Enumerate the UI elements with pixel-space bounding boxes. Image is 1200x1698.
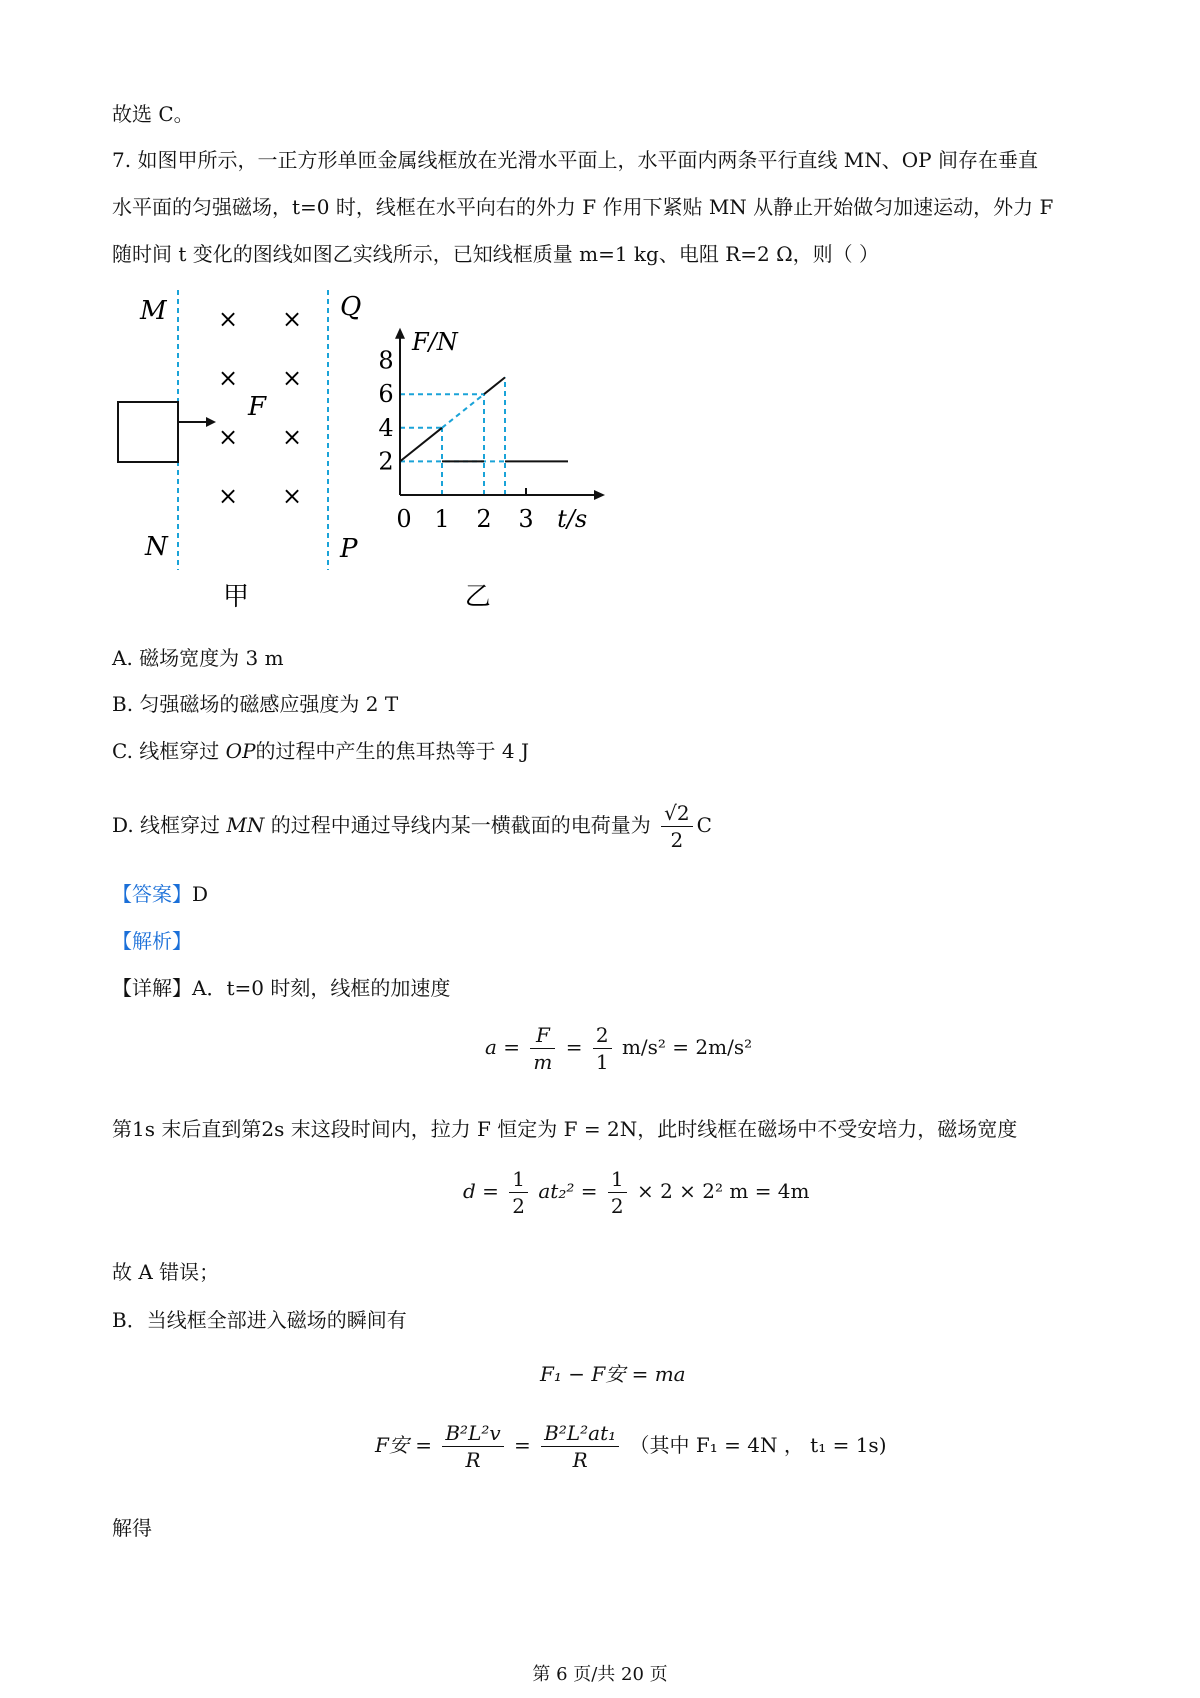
solve-line: 解得 [112,1516,152,1540]
eq-a-lhs: a = [485,1035,521,1059]
eq-d-lhs: d = [463,1179,499,1203]
eq-d-d1: 2 [509,1192,528,1219]
option-d-post: 的过程中通过导线内某一横截面的电荷量为 [264,813,651,837]
question-line-1: 7. 如图甲所示，一正方形单匝金属线框放在光滑水平面上，水平面内两条平行直线 MN、OP 间存在垂直 [112,148,1038,172]
x-tick-label: 2 [476,505,492,533]
option-d-unit: C [696,813,712,837]
option-c-var: OP [225,739,256,763]
y-axis-label: F/N [412,327,458,356]
eq-b2-equals: = [514,1433,531,1457]
eq-d-n1: 1 [512,1167,526,1191]
cross-mark: × [217,423,239,451]
caption-jia: 甲 [222,582,250,612]
eq-b2-note: （其中 F₁ = 4N ， t₁ = 1s) [629,1433,887,1457]
y-tick-label: 4 [378,413,394,442]
guide-line [442,394,484,428]
answer-line [112,880,208,908]
eq-b2-n2: B²L²at₁ [544,1421,617,1445]
label-q: Q [340,292,362,322]
analysis-tag: 【解析】 [112,929,192,953]
y-tick-label: 2 [378,447,394,476]
eq-a-rhs: m/s² = 2m/s² [621,1035,753,1059]
option-d-var: MN [226,813,265,837]
equation-acceleration [485,1022,752,1075]
y-tick-label: 8 [378,346,394,375]
eq-a-frac-1 [530,1022,555,1075]
x-axis-arrow [594,490,605,500]
b-intro-line: B．当线框全部进入磁场的瞬间有 [112,1308,407,1332]
x-tick-label: 3 [518,505,534,533]
eq-a-frac-2 [593,1022,612,1075]
eq-b2-frac-2 [541,1420,619,1473]
chart-guides [400,377,505,495]
force-arrow-head [206,417,216,427]
option-c-pre: C. 线框穿过 [112,739,226,763]
eq-a-n1: F [535,1023,550,1047]
option-d-pre: D. 线框穿过 [112,813,227,837]
eq-d-n2: 1 [610,1167,624,1191]
eq-d-d2: 2 [608,1192,627,1219]
option-b: B. 匀强磁场的磁感应强度为 2 T [112,692,399,716]
eq-a-d1: m [530,1048,555,1075]
series-line [400,428,442,462]
chart-labels [378,328,587,612]
eq-b2-n1: B²L²v [445,1421,501,1445]
eq-d-rhs: × 2 × 2² m = 4m [636,1179,810,1203]
answer-value: D [192,882,209,906]
page-footer: 第 6 页/共 20 页 [532,1664,668,1685]
eq-b2-lhs: F安 = [375,1433,432,1457]
a-wrong-line: 故 A 错误； [112,1260,220,1284]
figure-yi-chart [378,327,670,625]
option-c-post: 的过程中产生的焦耳热等于 4 J [255,739,529,763]
eq-d-mid: at₂² = [538,1179,598,1203]
y-axis-arrow [395,328,405,339]
series-line [484,377,505,394]
label-n: N [145,532,168,562]
eq-d-frac-2 [608,1166,627,1219]
label-f: F [248,392,267,422]
cross-mark: × [281,305,303,333]
eq-a-n2: 2 [595,1023,609,1047]
cross-mark: × [281,364,303,392]
x-tick-label: 1 [434,505,450,533]
label-m: M [140,296,167,326]
question-line-3: 随时间 t 变化的图线如图乙实线所示，已知线框质量 m=1 kg、电阻 R=2 Ω，则（ ） [112,242,880,266]
cross-mark: × [281,423,303,451]
equation-width [463,1166,810,1219]
eq-b2-d1: R [442,1446,503,1473]
answer-tag: 【答案】 [112,882,192,906]
wire-frame [118,402,178,462]
cross-mark: × [281,482,303,510]
x-tick-label: 0 [396,505,412,533]
question-line-2: 水平面的匀强磁场，t=0 时，线框在水平向右的外力 F 作用下紧贴 MN 从静止开始做匀加速运动，外力 F [112,195,1054,219]
eq-b2-d2: R [541,1446,619,1473]
option-a: A. 磁场宽度为 3 m [112,646,284,670]
detail-paragraph-2: 第1s 末后直到第2s 末这段时间内，拉力 F 恒定为 F = 2N，此时线框在磁场中不受安培力，磁场宽度 [112,1117,1018,1141]
option-d-denominator: 2 [661,826,692,853]
option-c [112,737,529,765]
label-p: P [340,534,358,564]
option-d-numerator: √2 [664,801,690,825]
y-tick-label: 6 [378,380,394,409]
eq-a-equals: = [565,1035,583,1059]
cross-mark: × [217,482,239,510]
equation-b1: F₁ − F安 = ma [540,1362,686,1386]
eq-b2-frac-1 [442,1420,503,1473]
option-d [112,795,712,855]
cross-mark: × [217,305,239,333]
caption-yi: 乙 [464,582,491,612]
previous-answer: 故选 C。 [112,102,194,126]
option-d-fraction [661,800,692,853]
x-axis-label: t/s [557,505,588,533]
eq-d-frac-1 [509,1166,528,1219]
equation-b2 [375,1420,887,1473]
detail-intro: 【详解】A．t=0 时刻，线框的加速度 [112,976,451,1000]
eq-a-d2: 1 [593,1048,612,1075]
cross-mark: × [217,364,239,392]
figure-jia [100,285,380,625]
